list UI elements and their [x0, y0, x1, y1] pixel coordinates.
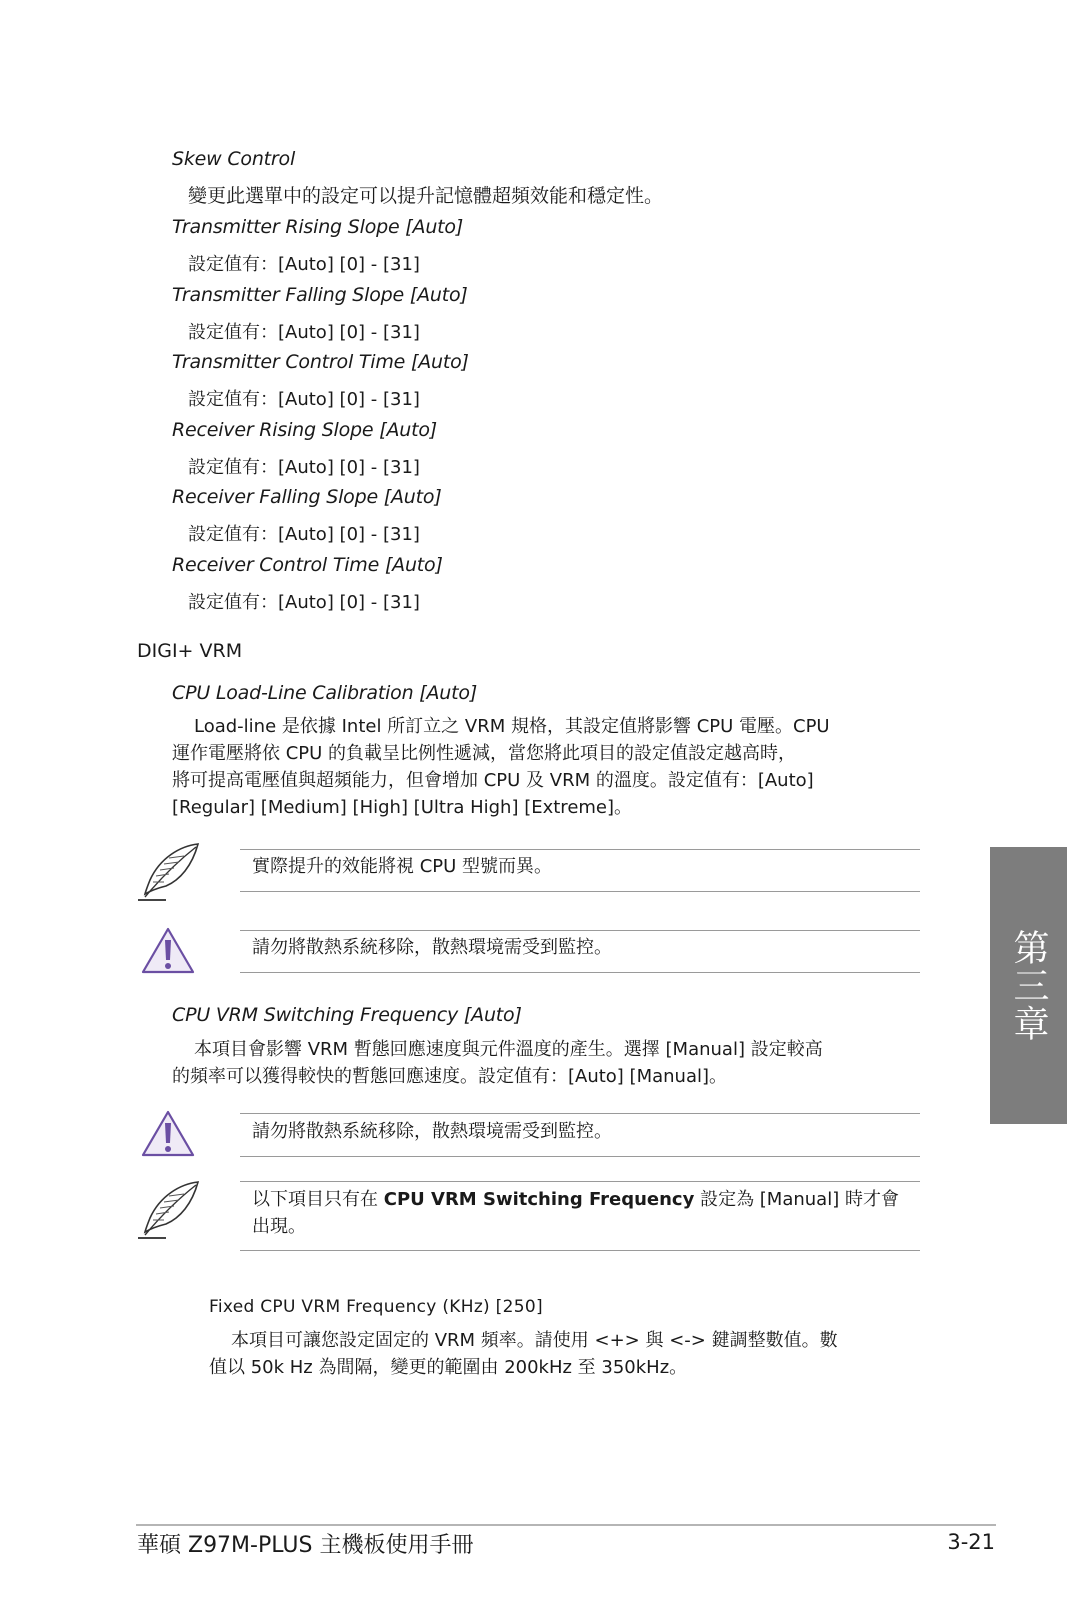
note-rule-bottom: [240, 1250, 920, 1251]
item-desc-tx-control-time: 設定值有：[Auto] [0] - [31]: [188, 389, 420, 410]
footer-manual-title: 華碩 Z97M-PLUS 主機板使用手冊: [137, 1533, 474, 1558]
fixed-line: 本項目可讓您設定固定的 VRM 頻率。請使用 <+> 與 <-> 鍵調整數值。數: [231, 1330, 838, 1351]
item-title-rx-falling-slope: Receiver Falling Slope [Auto]: [172, 486, 442, 508]
fixed-line: 值以 50k Hz 為間隔，變更的範圍由 200kHz 至 350kHz。: [209, 1357, 688, 1378]
warning-rule-bottom: [240, 1156, 920, 1157]
chapter-tab: [990, 847, 1067, 1124]
section-title-digi-vrm: DIGI+ VRM: [137, 640, 243, 662]
llc-line: Load-line 是依據 Intel 所訂立之 VRM 規格，其設定值將影響 CPU 電壓。CPU: [194, 716, 830, 737]
warning-rule-top: [240, 1113, 920, 1114]
item-desc-tx-falling-slope: 設定值有：[Auto] [0] - [31]: [188, 322, 420, 343]
note-cpu-model-text: 實際提升的效能將視 CPU 型號而異。: [252, 856, 553, 877]
item-desc-rx-control-time: 設定值有：[Auto] [0] - [31]: [188, 592, 420, 613]
fixed-description: [209, 1327, 920, 1381]
warning-cooling-text: 請勿將散熱系統移除，散熱環境需受到監控。: [252, 937, 612, 958]
switching-line: 的頻率可以獲得較快的暫態回應速度。設定值有：[Auto] [Manual]。: [172, 1066, 728, 1087]
llc-line: 將可提高電壓值與超頻能力，但會增加 CPU 及 VRM 的溫度。設定值有：[Auto]: [172, 770, 814, 791]
item-title-tx-rising-slope: Transmitter Rising Slope [Auto]: [172, 216, 464, 238]
note-rule-top: [240, 1181, 920, 1182]
item-desc-tx-rising-slope: 設定值有：[Auto] [0] - [31]: [188, 254, 420, 275]
note-rule-bottom: [240, 891, 920, 892]
warning-rule-bottom: [240, 972, 920, 973]
item-title-vrm-switching: CPU VRM Switching Frequency [Auto]: [172, 1004, 522, 1026]
chapter-tab-label: 第三章: [1008, 928, 1049, 1043]
item-title-rx-control-time: Receiver Control Time [Auto]: [172, 554, 443, 576]
item-title-skew-control: Skew Control: [172, 148, 296, 170]
note-manual-prefix: 以下項目只有在: [252, 1189, 384, 1210]
warning-triangle-icon: [140, 926, 196, 976]
switching-description: [172, 1036, 920, 1090]
footer-rule: [136, 1524, 996, 1526]
llc-line: [Regular] [Medium] [High] [Ultra High] [Extreme]。: [172, 797, 633, 818]
llc-line: 運作電壓將依 CPU 的負載呈比例性遞減，當您將此項目的設定值設定越高時，: [172, 743, 797, 764]
llc-description: [172, 713, 920, 821]
item-desc-rx-falling-slope: 設定值有：[Auto] [0] - [31]: [188, 524, 420, 545]
note-manual-bold: CPU VRM Switching Frequency: [383, 1189, 695, 1210]
note-manual-suffix: 設定為 [Manual] 時才會: [694, 1189, 899, 1210]
feather-note-icon: [136, 1178, 202, 1242]
item-desc-rx-rising-slope: 設定值有：[Auto] [0] - [31]: [188, 457, 420, 478]
item-title-tx-control-time: Transmitter Control Time [Auto]: [172, 351, 469, 373]
switching-line: 本項目會影響 VRM 暫態回應速度與元件溫度的產生。選擇 [Manual] 設定較高: [194, 1039, 823, 1060]
warning-rule-top: [240, 930, 920, 931]
note-manual-line2: 出現。: [252, 1216, 306, 1237]
item-title-rx-rising-slope: Receiver Rising Slope [Auto]: [172, 419, 437, 441]
item-title-fixed-vrm-frequency: Fixed CPU VRM Frequency (KHz) [250]: [209, 1297, 543, 1317]
footer-page-number: 3-21: [947, 1530, 995, 1554]
item-title-tx-falling-slope: Transmitter Falling Slope [Auto]: [172, 284, 468, 306]
item-desc-skew-control: 變更此選單中的設定可以提升記憶體超頻效能和穩定性。: [188, 185, 664, 207]
item-title-llc: CPU Load-Line Calibration [Auto]: [172, 682, 478, 704]
warning-triangle-icon: [140, 1109, 196, 1159]
feather-note-icon: [136, 840, 202, 904]
note-manual-only: [252, 1186, 920, 1240]
note-rule-top: [240, 849, 920, 850]
warning-cooling-text: 請勿將散熱系統移除，散熱環境需受到監控。: [252, 1121, 612, 1142]
